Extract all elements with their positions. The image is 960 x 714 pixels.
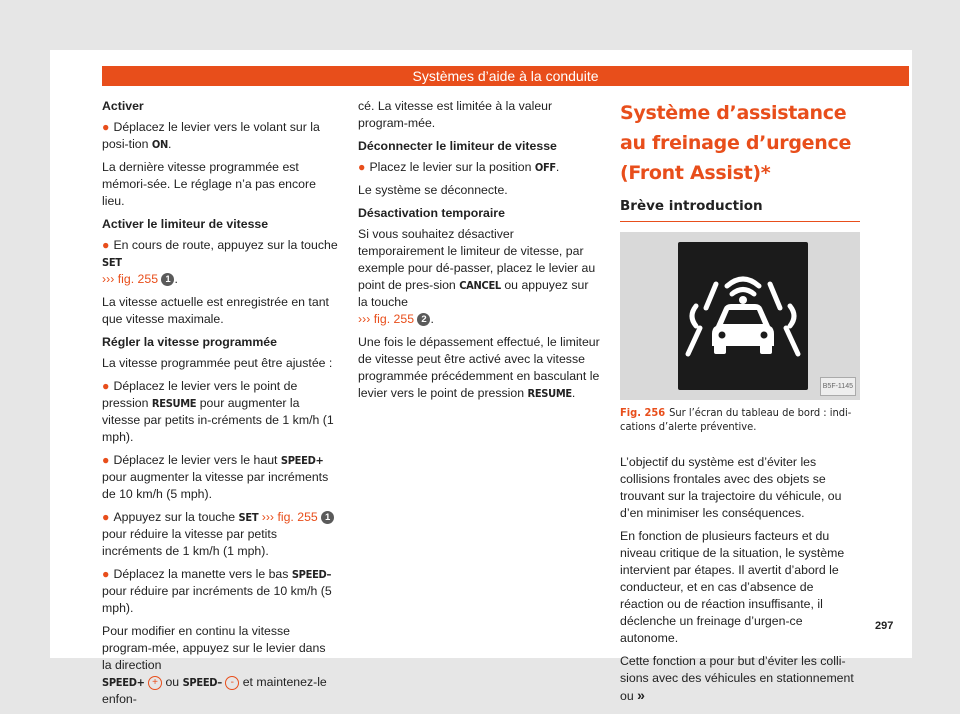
figure-caption: Fig. 256 Sur l’écran du tableau de bord : indi-cations d’alerte préventive. xyxy=(620,406,852,433)
paragraph: L’objectif du système est d’éviter les collisions frontales avec des objets se trouvant sur la trajectoire du véhicule, ou d’en minimiser les conséquences. xyxy=(620,455,842,520)
bullet-activer: ● Déplacez le levier vers le volant sur la posi-tion ON. xyxy=(102,120,320,151)
plus-icon: + xyxy=(148,676,162,690)
document-page xyxy=(50,50,912,706)
front-assist-warning-icon xyxy=(678,242,808,390)
paragraph-continu: Pour modifier en continu la vitesse program-mée, appuyez sur le levier dans la direction SPEED+ + ou SPEED– - et maintenez-le enfon- xyxy=(102,624,327,706)
heading-regler: Régler la vitesse programmée xyxy=(102,335,277,349)
paragraph: La vitesse actuelle est enregistrée en tant que vitesse maximale. xyxy=(102,295,329,326)
heading-desactivation: Désactivation temporaire xyxy=(358,206,505,220)
paragraph-desactivation: Si vous souhaitez désactiver temporairement le limiteur de vitesse, par exemple pour dé-passer, placez le levier au point de pres-sion CANCEL ou appuyez sur la touche ››› fig. 255 2 . xyxy=(358,227,596,326)
paragraph: Le système se déconnecte. xyxy=(358,183,508,197)
bullet-speed-minus: ● Déplacez la manette vers le bas SPEED– pour réduire par incréments de 10 km/h (5 mph). xyxy=(102,567,332,615)
section-subtitle: Brève introduction xyxy=(620,198,860,222)
paragraph: La vitesse programmée peut être ajustée : xyxy=(102,356,333,370)
bullet-icon: ● xyxy=(102,379,110,393)
bullet-icon: ● xyxy=(358,160,366,174)
figure-reference[interactable]: ››› fig. 255 xyxy=(358,312,415,326)
bullet-icon: ● xyxy=(102,120,110,134)
keyword-speed-plus: SPEED+ xyxy=(280,454,324,467)
paragraph: En fonction de plusieurs facteurs et du niveau critique de la situation, le système intervient par étapes. Il avertit d’abord le conducteur, et en cas d’absence de réaction ou de réaction insuffisante, il déclenche un freinage d’urgen-ce autonome. xyxy=(620,529,845,645)
bullet-icon: ● xyxy=(102,238,110,252)
chapter-header: Systèmes d’aide à la conduite xyxy=(102,66,909,86)
bullet-off: ● Placez le levier sur la position OFF. xyxy=(358,160,560,174)
figure-label: Fig. 256 xyxy=(620,406,666,419)
bullet-set-reduce: ● Appuyez sur la touche SET ››› fig. 255 1 pour réduire la vitesse par petits incréments de 1 km/h (1 mph). xyxy=(102,509,338,560)
keyword-speed-minus: SPEED– xyxy=(182,676,222,689)
callout-number: 2 xyxy=(417,313,430,326)
keyword-off: OFF xyxy=(534,161,556,174)
section-title: Système d’assistance au freinage d’urgence (Front Assist)* xyxy=(620,102,852,184)
heading-deconnecter: Déconnecter le limiteur de vitesse xyxy=(358,139,557,153)
figure-code: B5F-1145 xyxy=(820,377,856,396)
figure-reference[interactable]: ››› fig. 255 xyxy=(261,510,318,524)
paragraph: cé. La vitesse est limitée à la valeur program-mée. xyxy=(358,99,553,130)
column-left xyxy=(102,98,338,714)
heading-limiteur: Activer le limiteur de vitesse xyxy=(102,217,269,231)
keyword-speed-plus: SPEED+ xyxy=(102,676,145,689)
keyword-set: SET xyxy=(238,511,259,524)
page-number: 297 xyxy=(875,620,894,632)
bullet-set: ● En cours de route, appuyez sur la touche SET ››› fig. 255 1 . xyxy=(102,238,338,286)
keyword-speed-minus: SPEED– xyxy=(291,568,332,581)
minus-icon: - xyxy=(225,676,239,690)
figure-reference[interactable]: ››› fig. 255 xyxy=(102,272,159,286)
bullet-speed-plus: ● Déplacez le levier vers le haut SPEED+ pour augmenter la vitesse par incréments de 10 km/h (5 mph). xyxy=(102,453,329,501)
keyword-set: SET xyxy=(102,256,122,269)
keyword-cancel: CANCEL xyxy=(459,279,501,292)
callout-number: 1 xyxy=(321,511,334,524)
callout-number: 1 xyxy=(161,273,174,286)
bullet-resume: ● Déplacez le levier vers le point de pression RESUME pour augmenter la vitesse par petits in-créments de 1 km/h (1 mph). xyxy=(102,379,334,444)
column-right xyxy=(620,98,860,711)
keyword-resume: RESUME xyxy=(527,387,572,400)
paragraph-reactivation: Une fois le dépassement effectué, le limiteur de vitesse peut être activé avec la vitesse programmée précédemment en basculant le levier vers le point de pression RESUME. xyxy=(358,335,600,400)
continue-arrow-icon: » xyxy=(637,687,645,703)
figure-256 xyxy=(620,232,860,400)
paragraph-continued: Cette fonction a pour but d’éviter les colli-sions avec des véhicules en stationnement ou » xyxy=(620,654,854,703)
keyword-resume: RESUME xyxy=(151,397,197,410)
bullet-icon: ● xyxy=(102,510,110,524)
column-middle xyxy=(358,98,600,408)
keyword-on: ON xyxy=(151,138,168,151)
bullet-icon: ● xyxy=(102,567,110,581)
dashboard-screen xyxy=(678,242,808,390)
heading-activer: Activer xyxy=(102,99,144,113)
paragraph: La dernière vitesse programmée est mémori-sée. Le réglage n’a pas encore lieu. xyxy=(102,160,316,208)
bullet-icon: ● xyxy=(102,453,110,467)
